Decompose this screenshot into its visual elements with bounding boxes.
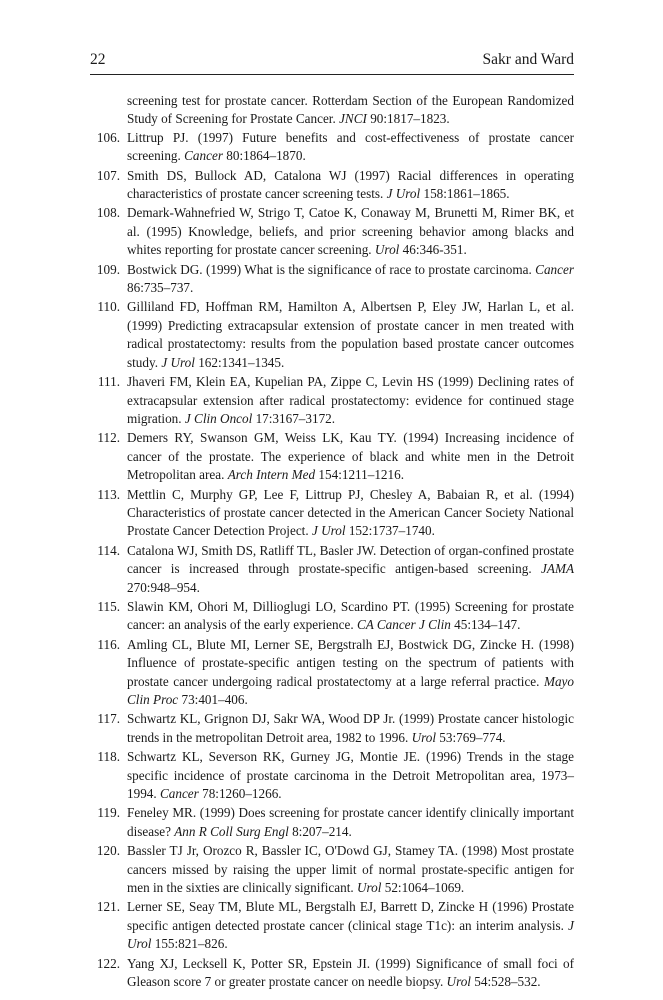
reference-citation: 46:346-351. [402,242,467,258]
reference-item [90,298,574,372]
reference-citation: 73:401–406. [181,692,248,707]
reference-citation: 154:1211–1216. [318,467,405,483]
reference-number: 109. [96,261,120,277]
reference-number: 117. [97,711,120,727]
reference-text: Bostwick DG. (1999) What is the significance of race to prostate carcinoma. [127,261,532,277]
reference-item [90,167,574,204]
reference-citation: 8:207–214. [292,823,352,839]
reference-number: 106. [96,129,120,145]
reference-journal: JAMA [541,561,574,577]
reference-journal: J Urol [127,917,575,952]
page-number: 22 [90,51,106,68]
reference-journal: Cancer [535,261,574,277]
reference-journal: Cancer [184,148,223,164]
page-header [90,51,574,73]
reference-citation: 53:769–774. [439,729,506,745]
reference-citation: 155:821–826. [154,936,228,952]
reference-text: Littrup PJ. (1997) Future benefits and cost-effectiveness of prostate cancer screening. [127,129,574,164]
reference-number: 120. [96,843,120,859]
reference-item [90,898,574,953]
reference-text: Catalona WJ, Smith DS, Ratliff TL, Basler JW. Detection of organ-confined prostate cancer is increased through prostate-specific antigen-based screening. [127,542,574,577]
header-rule [90,74,574,75]
reference-item [90,748,574,803]
reference-text: Gilliland FD, Hoffman RM, Hamilton A, Albertsen P, Eley JW, Harlan L, et al. (1999) Predicting extracapsular extension of prostate cancer in men treated with radical prostatectomy: results from the population based prostate cancer outcomes study. [127,299,574,370]
reference-number: 111. [97,374,120,390]
reference-citation: 152:1737–1740. [348,523,435,539]
reference-item [90,842,574,897]
reference-citation: 162:1341–1345. [198,354,285,370]
reference-citation: 17:3167–3172. [255,410,336,426]
reference-item [90,955,574,992]
reference-journal: CA Cancer J Clin [356,617,451,633]
reference-number: 110. [97,299,120,315]
reference-journal: Mayo Clin Proc [127,673,574,707]
reference-item [90,204,574,259]
reference-text: Slawin KM, Ohori M, Dillioglugi LO, Scardino PT. (1995) Screening for prostate cancer: an analysis of the early experience. [127,598,574,633]
reference-journal: Ann R Coll Surg Engl [174,823,289,839]
reference-text: Yang XJ, Lecksell K, Potter SR, Epstein JI. (1999) Significance of small foci of Gleason score 7 or greater prostate cancer on needle biopsy. [127,955,574,990]
reference-number: 115. [97,598,120,614]
reference-number: 113. [97,486,120,502]
reference-item [90,636,574,710]
reference-text: Mettlin C, Murphy GP, Lee F, Littrup PJ, Chesley A, Babaian R, et al. (1994) Characteristics of prostate cancer detected in the American Cancer Society National Prostate Cancer Detection Project. [127,486,574,539]
reference-journal: J Clin Oncol [184,410,253,426]
reference-number: 112. [97,430,120,446]
reference-journal: Urol [356,880,382,896]
reference-list [90,92,574,993]
reference-citation: 54:528–532. [474,974,541,990]
reference-item [90,486,574,541]
reference-item [90,710,574,747]
reference-journal: JNCI [339,111,367,127]
reference-citation: 45:134–147. [454,617,521,633]
reference-citation: 86:735–737. [127,280,194,296]
reference-text: Schwartz KL, Severson RK, Gurney JG, Montie JE. (1996) Trends in the stage specific incidence of prostate carcinoma in the Detroit Metropolitan area, 1973–1994. [127,749,574,802]
reference-journal: J Urol [161,354,195,370]
reference-item [90,129,574,166]
reference-item [90,804,574,841]
reference-citation: 78:1260–1266. [202,786,282,802]
reference-text: Demers RY, Swanson GM, Weiss LK, Kau TY. (1994) Increasing incidence of cancer of the prostate. The experience of black and white men in the Detroit Metropolitan area. [127,430,574,483]
reference-journal: J Urol [311,523,346,539]
reference-text: Jhaveri FM, Klein EA, Kupelian PA, Zippe C, Levin HS (1999) Declining rates of extracapsular extension after radical prostatectomy: evidence for continued stage migration. [127,374,574,426]
reference-citation: 270:948–954. [127,579,200,595]
reference-text: Lerner SE, Seay TM, Blute ML, Bergstalh EJ, Barrett D, Zincke H (1996) Prostate specific antigen detected prostate cancer (clinical stage T1c): an interim analysis. [127,899,574,933]
reference-journal: Urol [411,729,436,745]
reference-journal: Arch Intern Med [227,467,316,483]
reference-text: Schwartz KL, Grignon DJ, Sakr WA, Wood DP Jr. (1999) Prostate cancer histologic trends in the metropolitan Detroit area, 1982 to 1996. [127,711,574,745]
reference-number: 122. [96,955,120,971]
reference-number: 119. [97,805,120,821]
reference-citation: 52:1064–1069. [384,880,465,896]
reference-item [90,429,574,484]
reference-continuation [90,92,574,129]
reference-item [90,261,574,298]
reference-journal: Urol [446,974,471,990]
running-head: Sakr and Ward [482,51,574,68]
reference-item [90,373,574,428]
reference-number: 118. [97,749,120,765]
reference-item [90,598,574,635]
reference-citation: 158:1861–1865. [423,186,510,202]
reference-number: 114. [97,542,120,558]
reference-number: 116. [97,636,120,652]
reference-journal: J Urol [386,186,421,202]
reference-item [90,542,574,597]
reference-number: 108. [96,205,120,221]
reference-number: 121. [96,899,120,915]
reference-text: Demark-Wahnefried W, Strigo T, Catoe K, Conaway M, Brunetti M, Rimer BK, et al. (1995) Knowledge, beliefs, and prior screening behavior among blacks and whites reporting for prostate cancer screening. [127,205,574,258]
reference-citation: 90:1817–1823. [370,111,450,127]
reference-journal: Urol [374,242,400,258]
reference-text: Bassler TJ Jr, Orozco R, Bassler IC, O'Dowd GJ, Stamey TA. (1998) Most prostate cancers missed by raising the upper limit of normal prostate-specific antigen for men in the sixties are clinically significant. [127,843,574,896]
reference-journal: Cancer [159,786,199,802]
reference-text: Feneley MR. (1999) Does screening for prostate cancer identify clinically important disease? [127,805,574,839]
reference-text: Amling CL, Blute MI, Lerner SE, Bergstralh EJ, Bostwick DG, Zincke H. (1998) Influence of prostate-specific antigen testing on the spectrum of patients with prostate cancer undergoing radical prostatectomy at a large referral practice. [127,636,574,689]
reference-text: screening test for prostate cancer. Rotterdam Section of the European Randomized Study of Screening for Prostate Cancer. [127,93,574,127]
reference-text: Smith DS, Bullock AD, Catalona WJ (1997) Racial differences in operating characteristics of prostate cancer screening tests. [127,167,574,202]
reference-citation: 80:1864–1870. [226,148,306,164]
reference-number: 107. [96,167,120,183]
